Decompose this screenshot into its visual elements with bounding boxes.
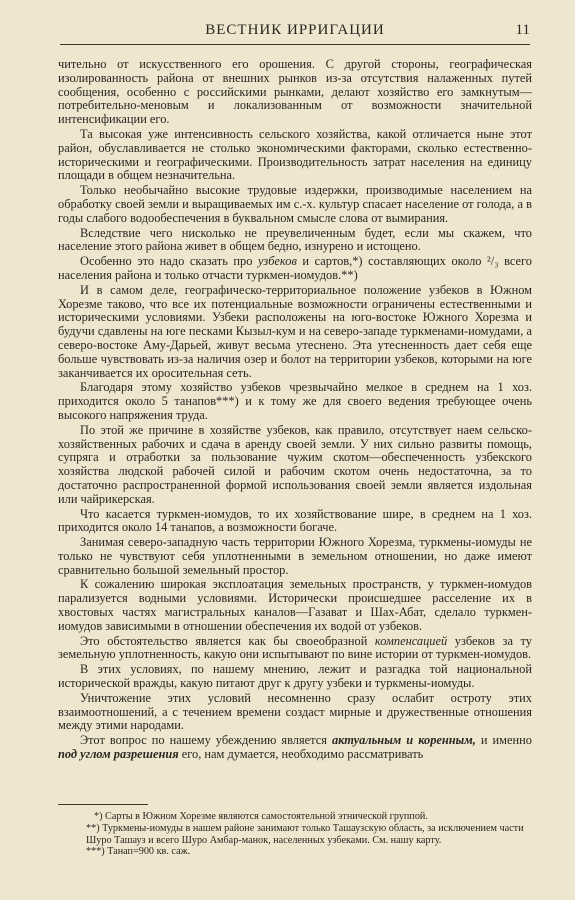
running-header [60,22,530,45]
paragraph: Только необычайно высокие трудовые издержки, производимые населением на обработку своей земли и выращиваемых им с.-х. культур спасает население от голода, а в годы слабого водообеспечения в буквальном смысле слова от вымирания. [58,183,532,225]
emphasis-text: компенсацией [374,633,448,648]
paragraph-text: Это обстоятельство является как бы своеобразной [80,633,375,648]
paragraph: Уничтожение этих условий несомненно сразу ослабит остроту этих взаимоотношений, а с течением времени создаст мирные и дружественные отношения между этими народами. [58,690,532,733]
paragraph-text: Особенно это надо сказать про [80,254,259,269]
paragraph [58,255,532,283]
emphasis-text: узбеков [258,254,297,269]
paragraph: По этой же причине в хозяйстве узбеков, как правило, отсутствует наем сельско-хозяйственных рабочих и сдача в аренду своей земли. У них сильно развиты помощь, супряга и отработки за пользование чужим скотом—обеспеченность узбекского хозяйства людской рабочей силой и рабочим скотом очень недостаточна, за то достаточно распространенной формой использования своей земли является издольная или чайрикерская. [58,422,532,506]
paragraph-text: и именно [475,733,532,748]
paragraph [58,635,532,663]
article-body [58,58,532,763]
paragraph-text: Этот вопрос по нашему убеждению является [80,733,332,748]
footnote: ***) Танап=900 кв. саж. [86,846,191,858]
paragraph: И в самом деле, географическо-территориальное положение узбеков в Южном Хорезме таково, что все их потенциальные возможности ограничены естественными и историческими условиями. Узбеки расположены на юго-востоке Южного Хорезма и будучи сдавлены на юге песками Кызыл-кум и на северо-западе туркменами-иомудами, а северо-востоке Аму-Дарьей, живут весьма утеснено. Эта утесненность дает себя еще больше чувствовать из-за наличия озер и болот на территории узбеков, которыми на юге заканчивается их оросительная сеть. [58,282,532,380]
paragraph: Та высокая уже интенсивность сельского хозяйства, какой отличается ныне этот район, обуславливается не столько экономическими факторами, сколько естественно-историческими и географическими. Производительность затрат населения на единицу площади в общем незначительна. [58,126,532,183]
paragraph: чительно от искусственного его орошения. С другой стороны, географическая изолированность района от внешних рынков из-за отсутствия налаженных путей сообщения, особенно с российскими рынками, делают хозяйство его замкнутым—потребительно-меновым и локализованным от возможности значительной интенсификации его. [58,57,532,127]
footnote-divider [58,804,148,805]
paragraph: К сожалению широкая эксплоатация земельных пространств, у туркмен-иомудов парализуется водными условиями. Исторически происшедшее расселение их в хвостовых частях магистральных каналов—Газават и Шах-Абат, сделало туркмен-иомудов зависимыми в отношении обеспечения их водой от узбеков. [58,577,532,633]
emphasis-text: актуальным и коренным, [331,733,476,748]
page-number: 11 [515,22,530,38]
emphasis-text: под углом разрешения [58,747,179,762]
paragraph: Благодаря этому хозяйство узбеков чрезвычайно мелкое в среднем на 1 хоз. приходится около 5 танапов***) и к тому же для своего ведения требующее очень высокого напряжения труда. [58,380,532,422]
footnote: **) Туркмены-иомуды в нашем районе занимают только Ташаузскую область, за исключением части Шуро Ташауз и всего Шуро Амбар-манок, населенных узбеками. См. нашу карту. [86,822,524,846]
paragraph: Занимая северо-западную часть территории Южного Хорезма, туркмены-иомуды не только не чувствуют себя уплотненными в земельном отношении, но даже имеют сравнительно большой земельный простор. [58,535,532,577]
footnote: *) Сарты в Южном Хорезме являются самостоятельной этнической группой. [94,811,428,822]
paragraph: В этих условиях, по нашему мнению, лежит и разгадка той национальной исторической вражды, какую питают друг к другу узбеки и туркмены-иомуды. [58,662,532,691]
journal-title: ВЕСТНИК ИРРИГАЦИИ [205,22,385,38]
paragraph: Что касается туркмен-иомудов, то их хозяйствование шире, в среднем на 1 хоз. приходится около 14 танапов, а возможности богаче. [58,506,532,535]
paragraph-text: его, нам думается, необходимо рассматривать [178,747,424,762]
paragraph-text: и сартов,*) составляющих около ²/₃ всего населения района и только отчасти туркмен-иомудов.**) [58,254,532,282]
paragraph-text: узбеков за ту земельную уплотненность, какую они испытывают по вине истории от туркмен-иомудов. [58,633,532,662]
paragraph [58,734,532,762]
paragraph: Вследствие чего нисколько не преувеличенным будет, если мы скажем, что население этого района живет в общем бедно, изнурено и истощено. [58,225,532,254]
footnotes [58,811,532,858]
